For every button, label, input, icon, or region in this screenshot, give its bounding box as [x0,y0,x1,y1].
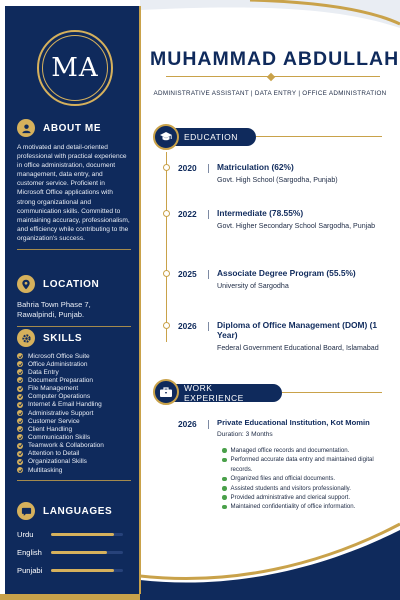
work-company: Private Educational Institution, Kot Momin [217,418,370,427]
work-duty-text: Organized files and official documents. [230,475,336,483]
work-duty-item [222,484,393,493]
check-icon [17,386,23,392]
speech-bubble-icon [17,502,35,520]
work-duty-item [222,446,393,455]
bullet-icon [222,448,227,453]
work-duty-text: Performed accurate data entry and maintained digital records. [230,456,374,473]
briefcase-icon [153,379,179,405]
year-separator [208,322,209,331]
language-level-bar [51,533,123,536]
divider [17,326,131,327]
location-text: Bahria Town Phase 7, Rawalpindi, Punjab. [17,300,91,319]
skill-label: Client Handling [28,425,73,433]
year-separator [208,420,209,429]
work-year: 2026 [178,419,197,429]
skill-label: Communication Skills [28,433,91,441]
sidebar [5,6,141,594]
language-row [17,525,131,543]
skill-item [17,433,131,441]
language-level-fill [51,569,114,572]
check-icon [17,410,23,416]
bullet-icon [222,495,227,500]
year-separator [208,210,209,219]
year-separator [208,164,209,173]
work-duty-text: Provided administrative and clerical support. [230,494,351,502]
check-icon [17,443,23,449]
skill-label: File Management [28,385,79,393]
skill-item [17,401,131,409]
education-entry [178,208,393,231]
check-icon [17,361,23,367]
skill-label: Computer Operations [28,393,91,401]
monogram-badge [37,30,113,106]
skill-item [17,409,131,417]
language-name: Urdu [17,529,34,539]
skill-item [17,352,131,360]
skills-section [17,328,131,481]
education-degree: Matriculation (62%) [217,162,294,172]
skills-title: SKILLS [43,332,83,344]
education-institution: Federal Government Educational Board, Islamabad [217,344,379,352]
year-separator [208,270,209,279]
skill-item [17,368,131,376]
gear-icon [17,329,35,347]
skill-label: Customer Service [28,417,80,425]
about-section [17,118,131,250]
languages-list [17,525,131,579]
skill-item [17,425,131,433]
education-year: 2026 [178,321,197,331]
language-row [17,561,131,579]
timeline-dot [163,210,170,217]
education-entry [178,268,393,291]
skill-item [17,450,131,458]
work-duties-list [178,446,393,512]
check-icon [17,451,23,457]
location-section [17,274,131,327]
education-title: EDUCATION [184,132,238,142]
skill-item [17,458,131,466]
work-duty-text: Managed office records and documentation. [230,447,350,454]
education-institution: Govt. High School (Sargodha, Punjab) [217,176,338,184]
education-year: 2025 [178,269,197,279]
education-degree: Diploma of Office Management (DOM) (1 Year) [217,320,378,340]
skill-label: Multitasking [28,466,63,474]
check-icon [17,418,23,424]
skill-item [17,376,131,384]
about-text: A motivated and detail-oriented professional with practical experience in office administration, document management, data entry, and customer service. Proficient in Microsoft Office applications with strong organizational and communication skills. Committed to maintaining accuracy, professionalism, and efficiency while contributing to the organization's success. [17,144,130,242]
skill-item [17,417,131,425]
bullet-icon [222,505,227,510]
job-titles: ADMINISTRATIVE ASSISTANT | DATA ENTRY | OFFICE ADMINISTRATION [153,90,387,97]
bullet-icon [222,477,227,482]
skill-label: Office Administration [28,360,88,368]
bullet-icon [222,458,227,463]
skill-item [17,360,131,368]
skills-list [17,352,131,474]
skill-label: Data Entry [28,368,59,376]
check-icon [17,369,23,375]
education-year: 2020 [178,163,197,173]
work-duty-text: Assisted students and visitors professionally. [230,484,351,492]
language-level-fill [51,533,114,536]
work-duty-item [222,493,393,502]
full-name: MUHAMMAD ABDULLAH [150,48,400,70]
work-title: WORK EXPERIENCE [184,383,244,403]
education-year: 2022 [178,209,197,219]
monogram-text: MA [42,35,108,101]
check-icon [17,459,23,465]
skill-label: Internet & Email Handling [28,401,102,409]
skill-item [17,393,131,401]
education-degree: Associate Degree Program (55.5%) [217,268,356,278]
language-level-fill [51,551,107,554]
divider [17,249,131,250]
work-duty-item [222,474,393,483]
check-icon [17,394,23,400]
check-icon [17,426,23,432]
skill-label: Administrative Support [28,409,94,417]
divider [17,480,131,481]
work-duty-text: Maintained confidentiality of office information. [230,503,356,511]
skill-label: Document Preparation [28,376,94,384]
education-timeline [166,152,167,342]
skill-item [17,442,131,450]
skill-label: Microsoft Office Suite [28,352,90,360]
work-duty-item [222,455,393,474]
skill-label: Attention to Detail [28,450,80,458]
timeline-dot [163,270,170,277]
timeline-dot [163,164,170,171]
about-title: ABOUT ME [43,122,102,134]
education-header-rule [256,136,382,137]
check-icon [17,353,23,359]
skill-item [17,466,131,474]
skill-item [17,385,131,393]
check-icon [17,467,23,473]
education-entry [178,320,393,353]
timeline-dot [163,322,170,329]
languages-title: LANGUAGES [43,505,113,517]
skill-label: Organizational Skills [28,458,87,466]
education-entry [178,162,393,185]
check-icon [17,402,23,408]
language-row [17,543,131,561]
work-entry [178,418,393,512]
location-title: LOCATION [43,278,100,290]
education-institution: University of Sargodha [217,282,289,290]
language-level-bar [51,551,123,554]
language-name: Punjabi [17,565,43,575]
languages-section [17,501,131,579]
person-icon [17,119,35,137]
skill-label: Teamwork & Collaboration [28,442,104,450]
education-institution: Govt. Higher Secondary School Sargodha, Punjab [217,222,376,230]
work-duty-item [222,502,393,511]
graduation-cap-icon [153,124,179,150]
check-icon [17,434,23,440]
map-pin-icon [17,275,35,293]
language-name: English [17,547,42,557]
work-duration: Duration: 3 Months [217,431,273,438]
check-icon [17,377,23,383]
work-header-rule [282,392,382,393]
bullet-icon [222,486,227,491]
education-degree: Intermediate (78.55%) [217,208,304,218]
diamond-ornament [267,72,275,80]
language-level-bar [51,569,123,572]
